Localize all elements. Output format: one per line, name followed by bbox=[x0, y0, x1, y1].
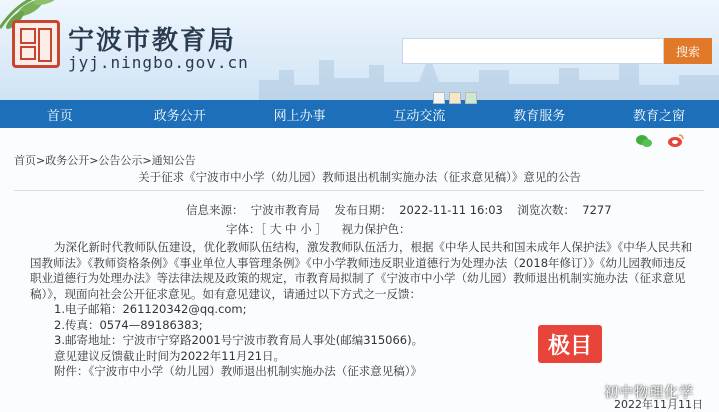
watermark: 初中物理化学 bbox=[604, 385, 694, 401]
wechat-share-icon[interactable] bbox=[636, 134, 652, 148]
nav-item-gov-affairs[interactable]: 政务公开 bbox=[153, 108, 206, 124]
divider bbox=[14, 190, 704, 191]
article-intro: 为深化新时代教师队伍建设，优化教师队伍结构，激发教师队伍活力，根据《中华人民共和国未成年人保护法》《中华人民共和国教师法》《教师资格条例》《事业单位人事管理条例》《中小学教师违反职业道德行为处理办法（2018年修订）》《幼儿园教师违反职业道德行为处理办法》等法律法规及政策的规定，市教育局拟制了《宁波市中小学（幼儿园）教师退出机制实施办法（征求意见稿）》，现面向社会公开征求意见。如有意见建议，请通过以下方式之一反馈： bbox=[30, 240, 693, 301]
attachment-link[interactable]: 附件：《宁波市中小学（幼儿园）教师退出机制实施办法（征求意见稿）》 bbox=[54, 364, 422, 378]
article-title: 关于征求《宁波市中小学（幼儿园）教师退出机制实施办法（征求意见稿）》意见的公告 bbox=[138, 170, 581, 184]
article-meta: 信息来源： 宁波市教育局 发布日期： 2022-11-11 16:03 浏览次数： 7277 bbox=[186, 203, 612, 217]
nav-item-home[interactable]: 首页 bbox=[46, 108, 73, 124]
site-header bbox=[0, 0, 719, 100]
protect-color-green[interactable] bbox=[465, 92, 477, 104]
bureau-logo bbox=[12, 20, 60, 68]
protect-color-white[interactable] bbox=[433, 92, 445, 104]
feedback-fax: 2.传真：0574—89186383; bbox=[54, 317, 203, 332]
search-button[interactable]: 搜索 bbox=[664, 38, 712, 64]
protect-color-yellow[interactable] bbox=[449, 92, 461, 104]
nav-item-online-service[interactable]: 网上办事 bbox=[273, 108, 326, 124]
site-url: jyj.ningbo.gov.cn bbox=[68, 53, 249, 72]
feedback-address: 3.邮寄地址：宁波市宁穿路2001号宁波市教育局人事处(邮编315066)。 bbox=[54, 333, 424, 347]
main-nav bbox=[0, 100, 719, 128]
site-title: 宁波市教育局 bbox=[68, 26, 237, 56]
nav-item-edu-service[interactable]: 教育服务 bbox=[513, 108, 566, 124]
feedback-deadline: 意见建议反馈截止时间为2022年11月21日。 bbox=[54, 348, 286, 363]
nav-item-interaction[interactable]: 互动交流 bbox=[393, 108, 446, 124]
signature-date: 2022年11月11日 bbox=[614, 398, 703, 411]
breadcrumb[interactable]: 首页>政务公开>公告公示>通知公告 bbox=[14, 154, 196, 167]
media-stamp: 极目 bbox=[538, 325, 602, 363]
weibo-share-icon[interactable] bbox=[668, 134, 684, 148]
feedback-email: 1.电子邮箱：261120342@qq.com; bbox=[54, 302, 247, 316]
font-size-controls[interactable]: 字体：［ 大 中 小 ］ 视力保护色： bbox=[226, 222, 411, 236]
nav-item-edu-window[interactable]: 教育之窗 bbox=[633, 108, 686, 124]
search-input[interactable] bbox=[402, 38, 664, 64]
